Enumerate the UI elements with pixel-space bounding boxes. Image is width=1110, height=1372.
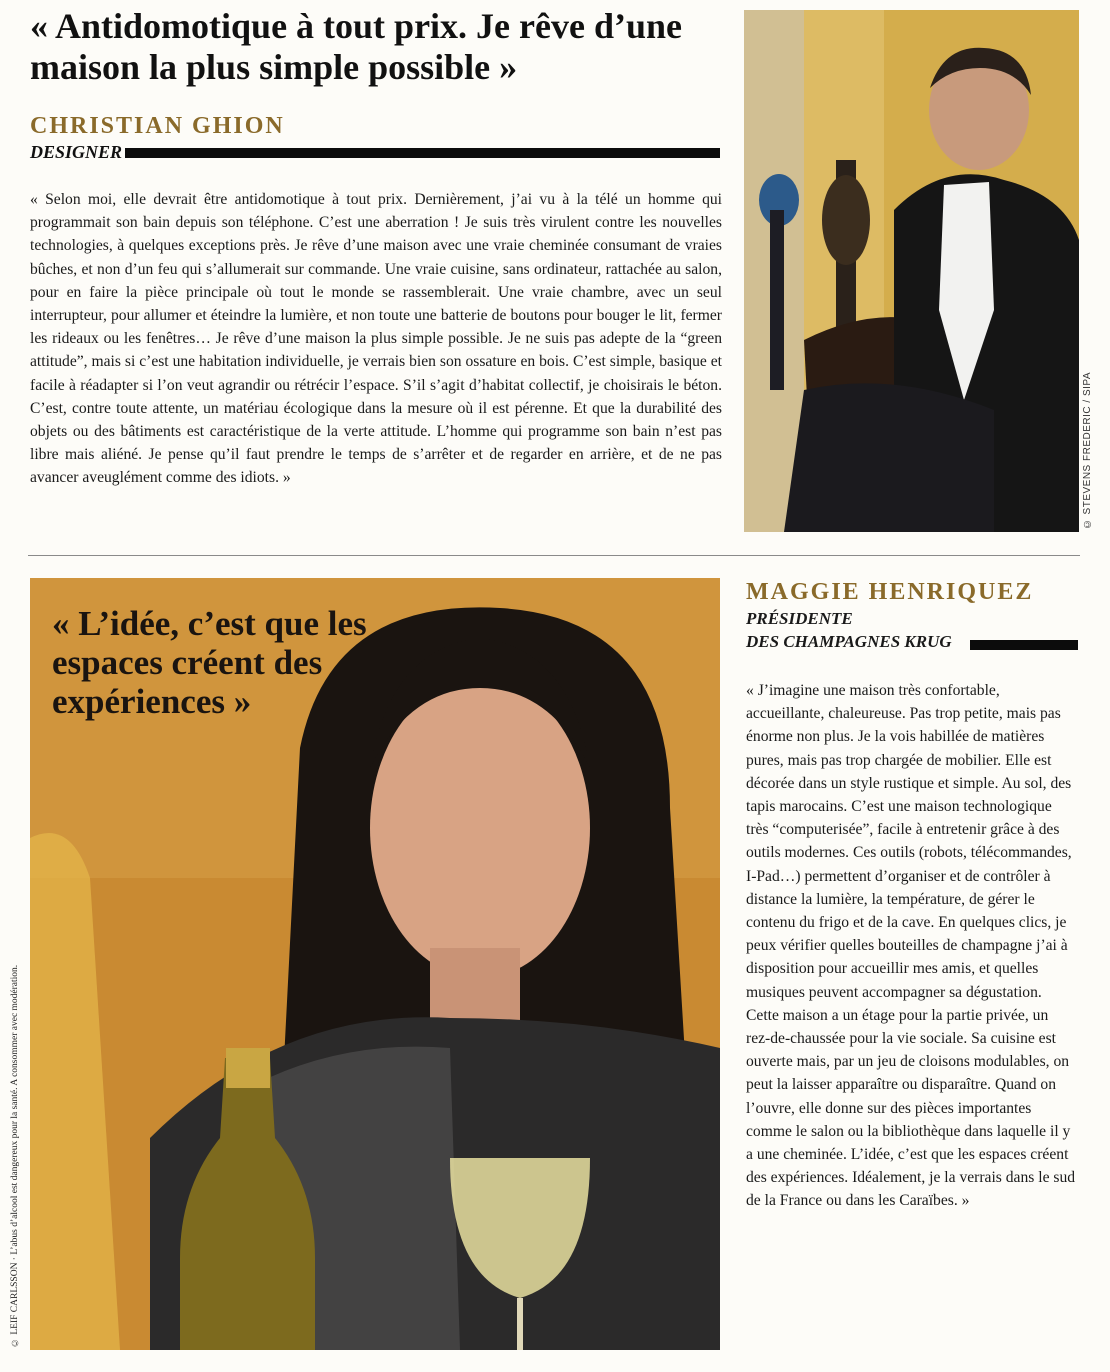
section-divider bbox=[28, 555, 1080, 556]
decorative-rule bbox=[125, 148, 720, 158]
article-body: « J’imagine une maison très confortable, accueillante, chaleureuse. Pas trop petite, mais pas énorme non plus. Je la vois habillée de matières pures, mais pas trop chargée de mobilier. Elle est décorée dans un style rustique et simple. Au sol, des tapis marocains. C’est une maison technologique très “computerisée”, facile à entretenir grâce à des outils modernes. Ces outils (robots, télécommandes, I-Pad…) permettent d’organiser et de contrôler à distance la lumière, la température, de gérer le contenu du frigo et de la cave. En quelques clics, je peux vérifier quelles bouteilles de champagne j’ai à disposition pour accueillir mes amis, et quelles musiques peuvent accompagner sa dégustation. Cette maison a un étage pour la partie privée, un rez-de-chaussée pour la vie sociale. Sa cuisine est ouverte mais, par un jeu de cloisons modulables, on peut la laisser apparaître ou disparaître. Quand on l’ouvre, elle donne sur des pièces importantes comme le salon ou la bibliothèque dans laquelle il y a une cheminée. L’idée, c’est que les espaces créent des expériences. Idéalement, je la verrais dans le sud de la France ou dans les Caraïbes. » bbox=[746, 682, 1076, 1210]
photo-credit-and-health-warning: © LEIF CARLSSON · L’abus d’alcool est dangereux pour la santé. A consommer avec modération. bbox=[10, 964, 20, 1347]
article-body: « Selon moi, elle devrait être antidomotique à tout prix. Dernièrement, j’ai vu à la télé un homme qui programmait son bain depuis son téléphone. C’est une aberration ! Je suis très virulent contre les nouvelles technologies, à quelques exceptions près. Je rêve d’une maison avec une vraie cheminée consumant de vraies bûches, et non d’un feu qui s’allumerait sur commande. Une vraie cuisine, sans ordinateur, rattachée au salon, pour en faire la pièce principale où tout le monde se rassemblerait. Une vraie chambre, avec un seul interrupteur, pour allumer et éteindre la lumière, et non toute une batterie de boutons pour bouger le lit, fermer les rideaux ou les fenêtres… Je rêve d’une maison la plus simple possible. Je ne suis pas adepte de la “green attitude”, mais si c’est une habitation individuelle, je verrais bien son ossature en bois. C’est simple, basique et facile à réadapter si l’on veut agrandir ou rétrécir l’espace. S’il s’agit d’habitat collectif, je choisirais le béton. C’est, contre toute attente, un matériau écologique dans la mesure où il est pérenne. Et que la durabilité des objets ou des bâtiments est caractéristique de la verte attitude. L’homme qui programme son bain n’est pas libre mais aliéné. Je pense qu’il faut prendre le temps de s’arrêter et de regarder en arrière, et de ne pas avancer aveuglément comme des idiots. » bbox=[30, 191, 722, 487]
headline-quote: « Antidomotique à tout prix. Je rêve d’une maison la plus simple possible » bbox=[30, 6, 682, 87]
author-name: MAGGIE HENRIQUEZ bbox=[746, 579, 1034, 605]
decorative-rule bbox=[970, 640, 1078, 650]
pull-quote: « L’idée, c’est que les espaces créent des expériences » bbox=[52, 604, 367, 721]
photo-credit: © STEVENS FREDERIC / SIPA bbox=[1082, 372, 1093, 530]
author-role: DESIGNER bbox=[30, 142, 123, 162]
author-name: CHRISTIAN GHION bbox=[30, 113, 285, 139]
author-role: PRÉSIDENTE bbox=[746, 609, 853, 628]
author-company: DES CHAMPAGNES KRUG bbox=[746, 632, 952, 651]
portrait-photo-christian-ghion bbox=[744, 10, 1079, 532]
